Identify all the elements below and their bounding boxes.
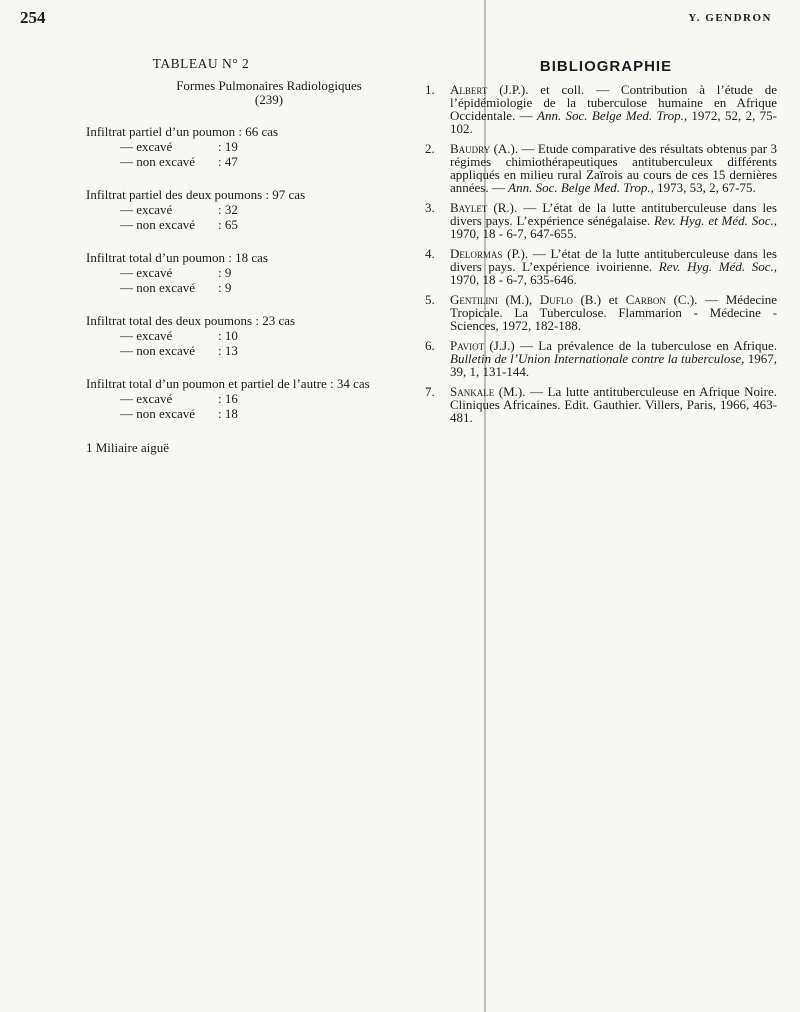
sub-value: : 9 [218,280,232,295]
bib-entry [425,385,777,424]
table-title: TABLEAU N° 2 [152,56,250,71]
bib-author: Baylet [450,200,488,215]
bib-number: 4. [425,246,435,261]
bib-body: (M.). — La lutte antituberculeuse en Afrique Noire. Cliniques Africaines. Edit. Gauthier. Villers, Paris, 1966, 463-481. [450,384,777,425]
sub-label: — excavé [120,391,173,406]
bibliography-column [425,60,777,431]
sub-row [86,391,386,406]
sub-label: — non excavé [120,217,196,232]
bib-text [450,83,777,135]
bib-tail: 1972, 52, 2, 75-102. [450,108,777,136]
sub-row [86,265,386,280]
group-total-un [86,250,386,295]
bib-author: Delormas [450,246,503,261]
bibliography-list [425,83,777,424]
bib-author: Duflo [539,292,573,307]
bib-author: Gentilini [450,292,498,307]
bib-author: Albert [450,82,488,97]
sub-value: : 9 [218,265,232,280]
running-head: Y. GENDRON [688,12,772,24]
sub-row [86,154,386,169]
bib-author: Paviot [450,338,485,353]
table-subtitle-line: Formes Pulmonaires Radiologiques [176,78,362,93]
bib-entry [425,293,777,332]
bib-journal: Ann. Soc. Belge Med. Trop., [508,180,654,195]
bib-body: (P.). — L’état de la lutte antituberculeuse dans les divers pays. L’expérience ivoirienne. [450,246,777,274]
bib-tail: (C.). — Médecine Tropicale. La Tuberculose. Flammarion - Médecine - Sciences, 1972, 182-188. [450,292,777,333]
bib-number: 1. [425,82,435,97]
bib-journal: Rev. Hyg. Méd. Soc., [658,259,778,274]
bib-tail: 1973, 53, 2, 67-75. [653,180,756,195]
bibliography-heading: BIBLIOGRAPHIE [539,58,673,75]
bib-body: (J.P.). et coll. — Contribution à l’étude de l’épidémiologie de la tuberculose humaine en Afrique Occidentale. — [450,82,777,123]
sub-value: : 32 [218,202,238,217]
group-total-deux [86,313,386,358]
sub-value: : 16 [218,391,238,406]
sub-value: : 18 [218,406,238,421]
bib-entry [425,247,777,286]
table-subtitle-count: (239) [254,92,284,107]
bib-author: Carbon [625,292,666,307]
table-subtitle [104,79,434,107]
sub-row [86,202,386,217]
bib-text [450,247,777,286]
bib-number: 2. [425,141,435,156]
sub-value: : 13 [218,343,238,358]
sub-row [86,217,386,232]
group-heading: Infiltrat total d’un poumon et partiel de l’autre : 34 cas [86,376,370,391]
bib-body: (J.J.) — La prévalence de la tuberculose en Afrique. [484,338,777,353]
bib-body: (A.). — Etude comparative des résultats obtenus par 3 régimes chimiothérapeutiques antituberculeux différents appliqués en milieu rural Zaïrois au cours de ces 15 dernières années. — [450,141,777,195]
sub-value: : 47 [218,154,238,169]
sub-label: — non excavé [120,343,196,358]
bib-entry [425,83,777,135]
sub-row [86,406,386,421]
sub-row [86,280,386,295]
tableau-column [86,56,386,455]
bib-entry [425,339,777,378]
sub-value: : 65 [218,217,238,232]
sub-label: — non excavé [120,154,196,169]
bib-text [450,385,777,424]
sub-label: — excavé [120,139,173,154]
group-partiel-deux [86,187,386,232]
sub-row [86,328,386,343]
sub-row [86,343,386,358]
sub-label: — non excavé [120,406,196,421]
sub-value: : 19 [218,139,238,154]
bib-tail: 1970, 18 - 6-7, 647-655. [450,226,577,241]
miliaire-note: 1 Miliaire aiguë [86,440,170,455]
group-heading: Infiltrat partiel des deux poumons : 97 cas [86,187,306,202]
sub-label: — excavé [120,202,173,217]
bib-tail: 1967, 39, 1, 131-144. [450,351,777,379]
bib-journal: Ann. Soc. Belge Med. Trop., [537,108,688,123]
group-heading: Infiltrat partiel d’un poumon : 66 cas [86,124,279,139]
group-heading: Infiltrat total des deux poumons : 23 cas [86,313,296,328]
bib-text [450,142,777,194]
group-partiel-un [86,124,386,169]
bib-body: (R.). — L’état de la lutte antituberculeuse dans les divers pays. L’expérience sénégalaise. [450,200,777,228]
bib-number: 7. [425,384,435,399]
bib-number: 5. [425,292,435,307]
bib-tail: 1970, 18 - 6-7, 635-646. [450,272,577,287]
bib-journal: Rev. Hyg. et Méd. Soc., [653,213,777,228]
bib-author: Sankale [450,384,495,399]
sub-row [86,139,386,154]
bib-entry [425,201,777,240]
bib-number: 6. [425,338,435,353]
bib-number: 3. [425,200,435,215]
bib-text [450,201,777,240]
page-number: 254 [20,8,46,27]
group-total-partiel [86,376,386,421]
bib-journal: Bulletin de l’Union Internationale contre la tuberculose, [450,351,745,366]
bib-entry [425,142,777,194]
bib-body: (B.) et [572,292,626,307]
sub-label: — excavé [120,265,173,280]
bib-text [450,293,777,332]
sub-label: — non excavé [120,280,196,295]
sub-value: : 10 [218,328,238,343]
bib-author: Baudry [450,141,491,156]
bib-text [450,339,777,378]
bib-body: (M.), [497,292,540,307]
sub-label: — excavé [120,328,173,343]
group-heading: Infiltrat total d’un poumon : 18 cas [86,250,268,265]
